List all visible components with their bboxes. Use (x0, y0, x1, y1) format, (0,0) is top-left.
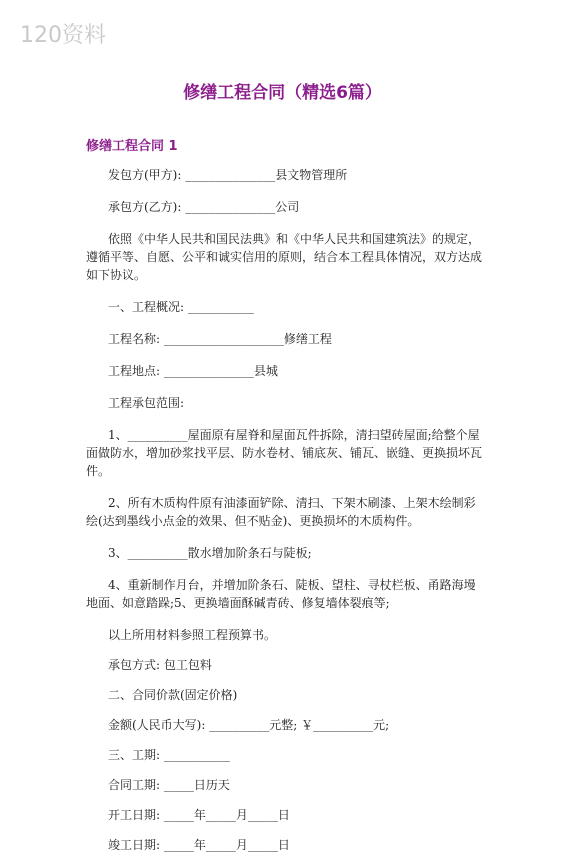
document-title: 修缮工程合同（精选6篇） (183, 83, 382, 103)
paragraph-basis: 依照《中华人民共和国民法典》和《中华人民共和国建筑法》的规定，遵循平等、自愿、公平和诚实信用的原则，结合本工程具体情况，双方达成如下协议。 (86, 232, 483, 282)
paragraph-project-name: 工程名称: ____________________修缮工程 (108, 332, 332, 346)
paragraph-overview: 一、工程概况: ___________ (108, 300, 254, 314)
paragraph-start-date: 开工日期: _____年_____月_____日 (108, 808, 290, 822)
paragraph-price-heading: 二、合同价款(固定价格) (108, 688, 238, 702)
paragraph-duration-heading: 三、工期: ___________ (108, 748, 230, 762)
paragraph-scope-2: 2、所有木质构件原有油漆面铲除、清扫、下架木刷漆、上架木绘制彩绘(达到墨线小点金的效果、但不贴金)、更换损坏的木质构件。 (86, 496, 476, 528)
paragraph-scope-1: 1、__________屋面原有屋脊和屋面瓦件拆除，清扫望砖屋面;给整个屋面做防水，增加砂浆找平层、防水卷材、铺底灰、铺瓦、嵌缝、更换损坏瓦件。 (86, 428, 483, 478)
document-body (86, 166, 486, 866)
paragraph-end-date: 竣工日期: _____年_____月_____日 (108, 838, 290, 852)
paragraph-materials: 以上所用材料参照工程预算书。 (108, 628, 277, 642)
paragraph-party-a: 发包方(甲方): _______________县文物管理所 (108, 168, 348, 182)
paragraph-party-b: 承包方(乙方): _______________公司 (108, 200, 300, 214)
paragraph-scope-heading: 工程承包范围: (108, 396, 185, 410)
paragraph-scope-4: 4、重新制作月台，并增加阶条石、陡板、望柱、寻杖栏板、甬路海墁地面、如意踏跺;5、更换墙面酥碱青砖、修复墙体裂痕等; (86, 578, 476, 610)
section-title: 修缮工程合同 1 (86, 139, 178, 154)
paragraph-scope-3: 3、__________散水增加阶条石与陡板; (108, 546, 312, 560)
paragraph-contract-mode: 承包方式: 包工包料 (108, 658, 212, 672)
paragraph-project-location: 工程地点: _______________县城 (108, 364, 278, 378)
paragraph-contract-duration: 合同工期: _____日历天 (108, 778, 230, 792)
watermark-text: 120资料 (20, 23, 106, 48)
paragraph-amount: 金额(人民币大写): __________元整; ￥__________元; (108, 718, 390, 732)
